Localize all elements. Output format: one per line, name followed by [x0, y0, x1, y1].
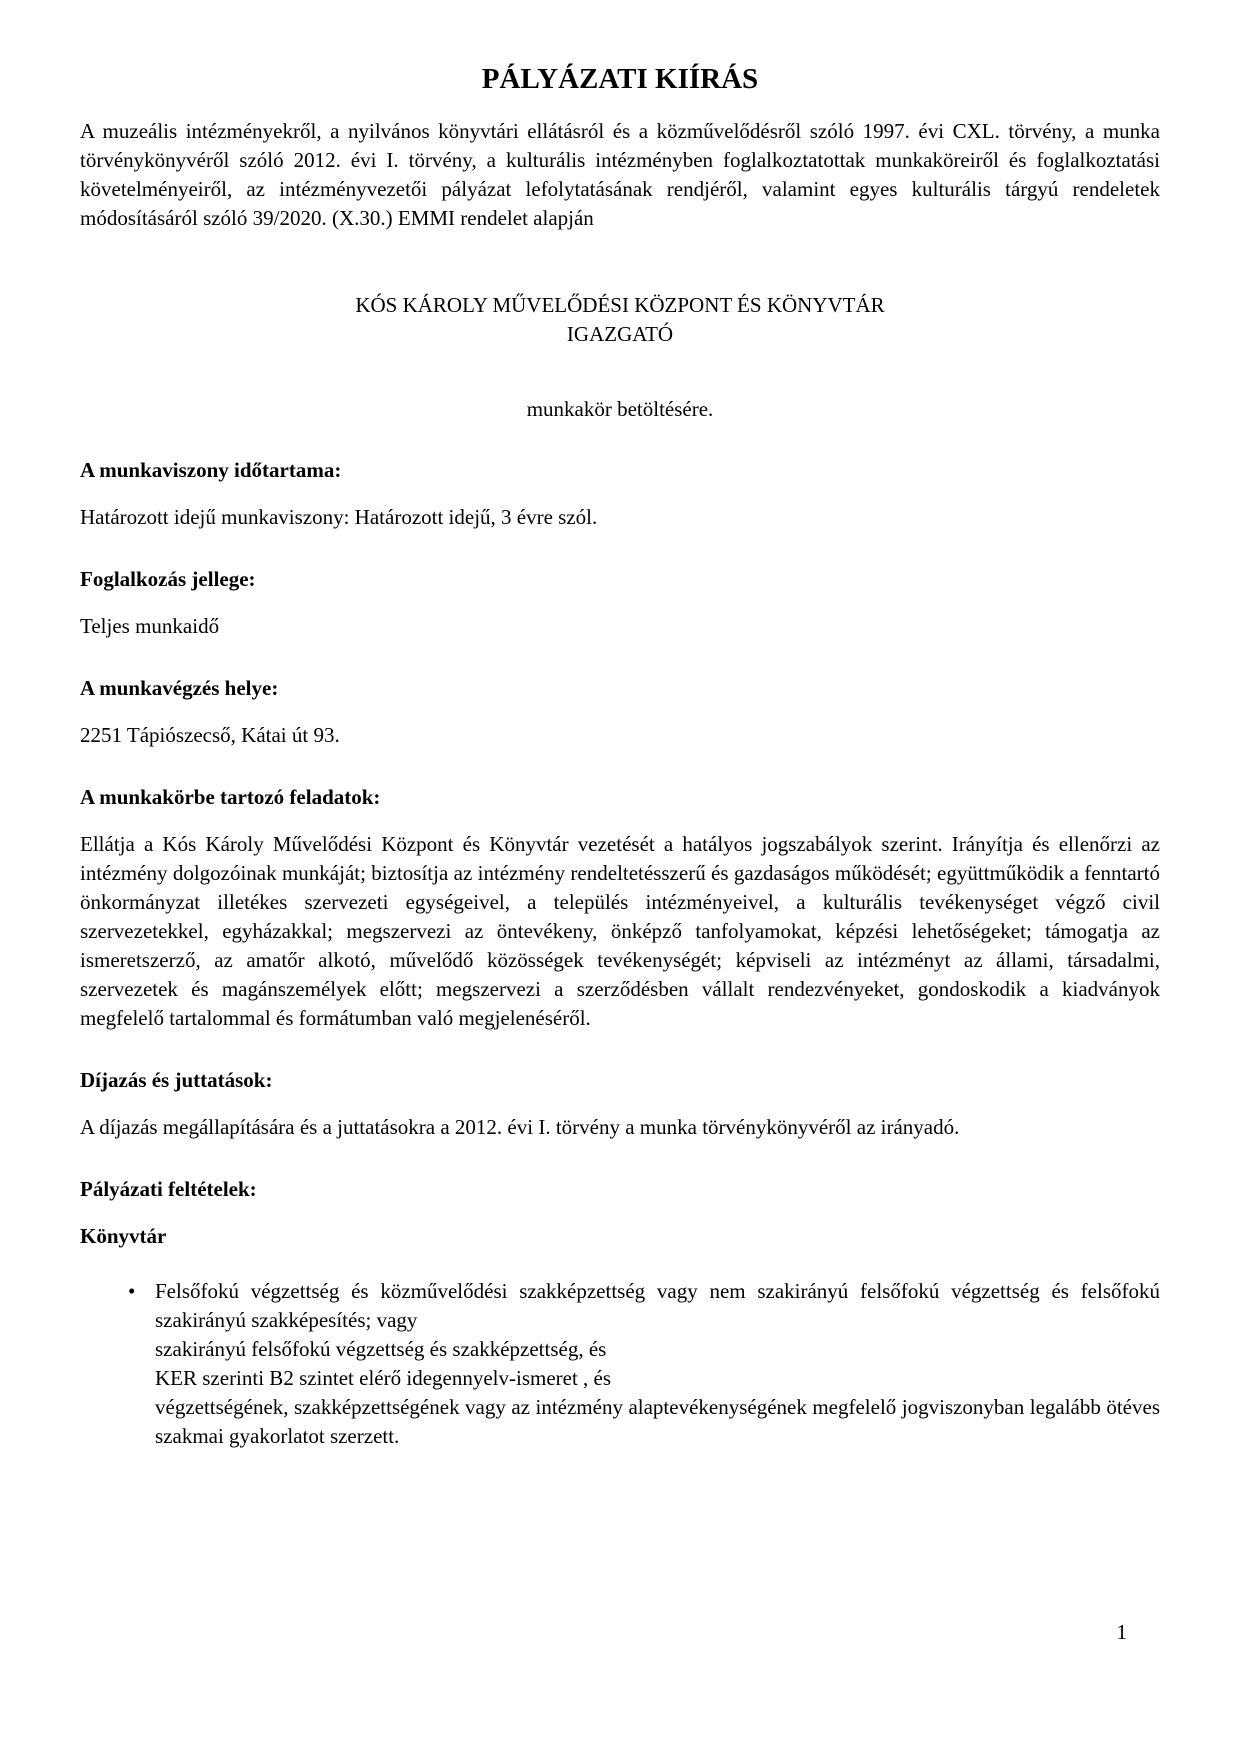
document-title: PÁLYÁZATI KIÍRÁS — [481, 63, 759, 95]
section-body-job-duties: Ellátja a Kós Károly Művelődési Központ és Könyvtár vezetését a hatályos jogszabályok szerint. Irányítja és ellenőrzi az intézmény dolgozóinak munkáját; biztosítja az intézmény rendeltetésszerű és gazdaságos működését; együttműködik a fenntartó önkormányzat illetékes szervezeti egységeivel, a település intézményeivel, a kulturális tevékenységet végző civil szervezetekkel, egyházakkal; megszervezi az öntevékeny, önképző tanfolyamokat, képzési lehetőségeket; támogatja az ismeretszerző, az amatőr alkotó, művelődő közösségek tevékenységét; képviseli az intézményt az állami, társadalmi, szervezetek és magánszemélyek előtt; megszervezi a szerződésben vállalt rendezvényeket, gondoskodik a kiadványok megfelelő tartalommal és formátumban való megjelenéséről. — [80, 832, 1160, 1030]
requirement-line-language: KER szerinti B2 szintet elérő idegennyelv-ismeret , és — [155, 1366, 612, 1390]
section-heading-job-duties: A munkakörbe tartozó feladatok: — [80, 785, 381, 809]
requirement-line-specialized-degree: szakirányú felsőfokú végzettség és szakképzettség, és — [155, 1337, 607, 1361]
section-body-compensation: A díjazás megállapítására és a juttatásokra a 2012. évi I. törvény a munka törvénykönyvéről az irányadó. — [80, 1115, 960, 1139]
position-name: IGAZGATÓ — [566, 322, 674, 346]
section-body-work-location: 2251 Tápiószecső, Kátai út 93. — [80, 723, 340, 747]
section-heading-library: Könyvtár — [80, 1224, 167, 1248]
section-heading-compensation: Díjazás és juttatások: — [80, 1068, 273, 1092]
requirements-list — [80, 1277, 1160, 1451]
intro-paragraph: A muzeális intézményekről, a nyilvános könyvtári ellátásról és a közművelődésről szóló 1997. évi CXL. törvény, a munka törvénykönyvéről szóló 2012. évi I. törvény, a kulturális intézményben foglalkoztatottak munkaköreiről és foglalkoztatási követelményeiről, az intézményvezetői pályázat lefolytatásának rendjéről, valamint egyes kulturális tárgyú rendeletek módosításáról szóló 39/2020. (X.30.) EMMI rendelet alapján — [80, 119, 1160, 230]
section-heading-employment-duration: A munkaviszony időtartama: — [80, 458, 342, 482]
section-heading-work-location: A munkavégzés helye: — [80, 676, 279, 700]
subtitle: munkakör betöltésére. — [526, 397, 714, 421]
bullet-icon: • — [128, 1279, 136, 1303]
organization-name: KÓS KÁROLY MŰVELŐDÉSI KÖZPONT ÉS KÖNYVTÁR — [355, 293, 885, 317]
requirement-line-qualification: Felsőfokú végzettség és közművelődési szakképzettség vagy nem szakirányú felsőfokú végzettség és felsőfokú szakirányú szakképesítés; vagy — [155, 1279, 1160, 1332]
section-heading-application-conditions: Pályázati feltételek: — [80, 1177, 257, 1201]
section-body-employment-type: Teljes munkaidő — [80, 614, 220, 638]
requirements-list-item — [80, 1277, 1160, 1451]
page-number: 1 — [1116, 1620, 1127, 1644]
section-body-employment-duration: Határozott idejű munkaviszony: Határozott idejű, 3 évre szól. — [80, 505, 598, 529]
section-heading-employment-type: Foglalkozás jellege: — [80, 567, 256, 591]
requirement-line-experience: végzettségének, szakképzettségének vagy az intézmény alaptevékenységének megfelelő jogviszonyban legalább ötéves szakmai gyakorlatot szerzett. — [155, 1395, 1160, 1448]
